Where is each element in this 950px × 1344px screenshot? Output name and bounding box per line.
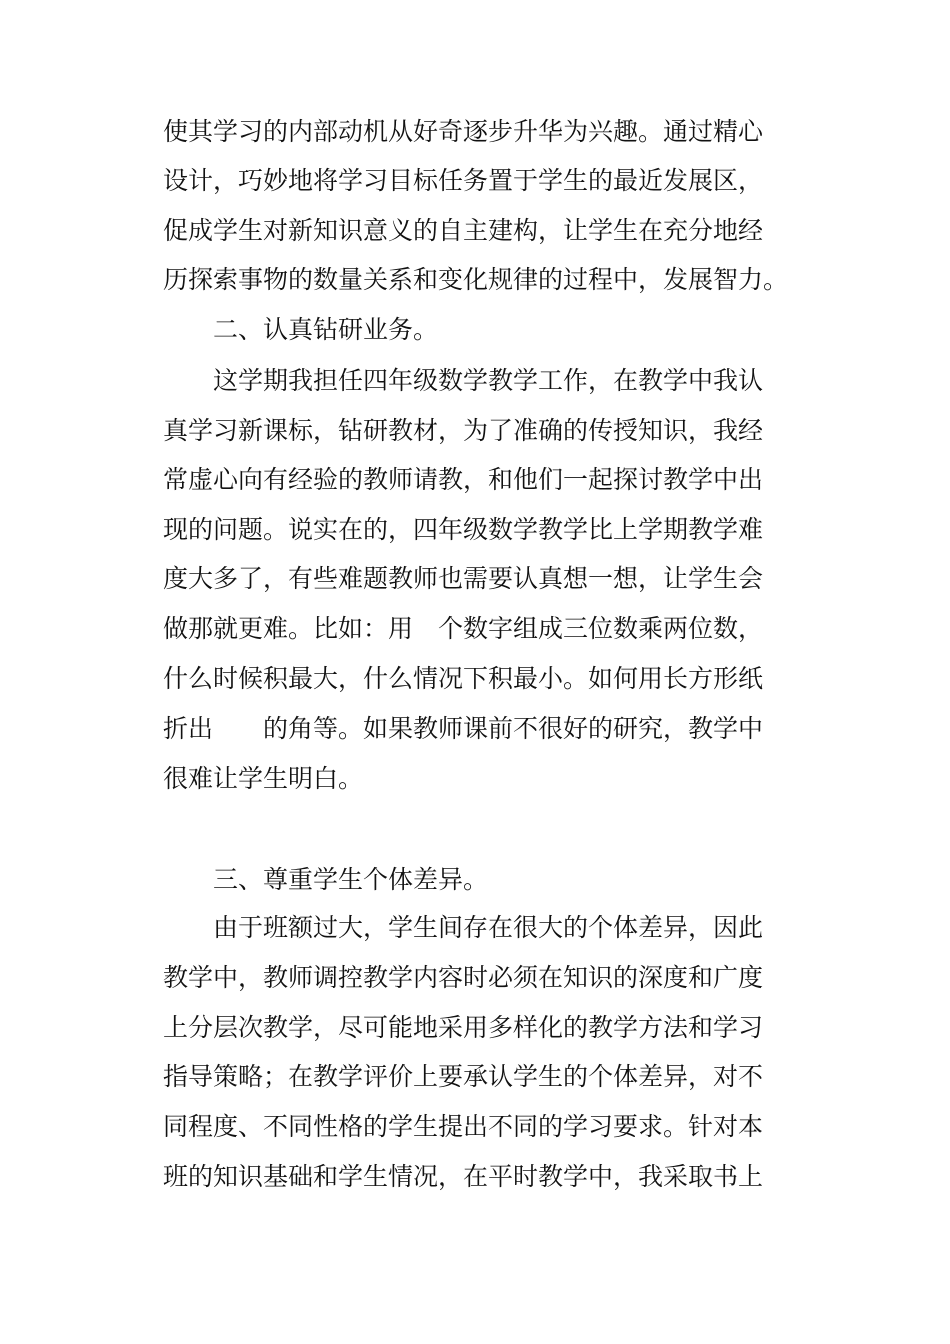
text-line: 班的知识基础和学生情况，在平时教学中，我采取书上 (163, 1162, 764, 1191)
text-line: 度大多了，有些难题教师也需要认真想一想，让学生会 (163, 564, 764, 593)
text-line: 很难让学生明白。 (163, 764, 364, 793)
text-line: 常虚心向有经验的教师请教，和他们一起探讨教学中出 (163, 465, 764, 494)
text-line: 同程度、不同性格的学生提出不同的学习要求。针对本 (163, 1112, 764, 1141)
paragraph-first-line: 这学期我担任四年级数学教学工作，在教学中我认 (213, 366, 764, 395)
text-line: 真学习新课标，钻研教材，为了准确的传授知识，我经 (163, 416, 764, 445)
text-line: 使其学习的内部动机从好奇逐步升华为兴趣。通过精心 (163, 117, 764, 146)
text-line: 历探索事物的数量关系和变化规律的过程中，发展智力。 (163, 265, 789, 294)
text-line: 上分层次教学，尽可能地采用多样化的教学方法和学习 (163, 1013, 764, 1042)
text-line: 什么时候积最大，什么情况下积最小。如何用长方形纸 (163, 664, 764, 693)
text-line: 指导策略；在教学评价上要承认学生的个体差异，对不 (163, 1062, 764, 1091)
section-heading: 三、尊重学生个体差异。 (213, 865, 489, 894)
text-line: 现的问题。说实在的，四年级数学教学比上学期教学难 (163, 515, 764, 544)
text-line: 教学中，教师调控教学内容时必须在知识的深度和广度 (163, 963, 764, 992)
paragraph-first-line: 由于班额过大，学生间存在很大的个体差异，因此 (213, 913, 764, 942)
text-line: 做那就更难。比如：用 个数字组成三位数乘两位数， (163, 614, 764, 643)
text-line: 设计，巧妙地将学习目标任务置于学生的最近发展区， (163, 166, 764, 195)
section-heading: 二、认真钻研业务。 (213, 315, 439, 344)
text-line: 折出 的角等。如果教师课前不很好的研究，教学中 (163, 714, 764, 743)
text-line: 促成学生对新知识意义的自主建构，让学生在充分地经 (163, 216, 764, 245)
